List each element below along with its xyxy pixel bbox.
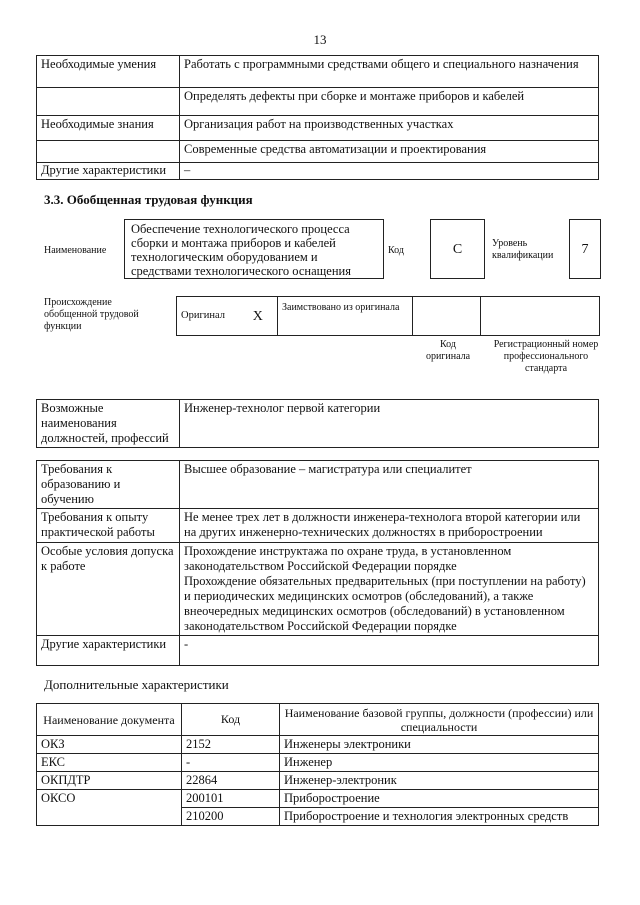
table-row: [37, 736, 599, 754]
group-name: Инженеры электроники: [280, 736, 599, 754]
requirement-value-2: Прохождение обязательных предварительных (при поступлении на работу) и периодических медицинских осмотров (обследований), а также внеочередных медицинских осмотров (обследований) в установленном законодательством Российской Федерации порядке: [184, 574, 586, 633]
doc-name: [37, 808, 182, 826]
level-value: 7: [581, 242, 589, 257]
function-code-label: Код: [388, 245, 404, 256]
requirement-label: Требования к образованию и обучению: [37, 461, 180, 509]
doc-name: ОКЗ: [37, 736, 182, 754]
requirement-label: Особые условия допуска к работе: [37, 543, 180, 636]
group-name: Инженер-электроник: [280, 772, 599, 790]
doc-name: ОКПДТР: [37, 772, 182, 790]
original-mark: X: [239, 297, 278, 336]
original-label: Оригинал: [177, 297, 239, 336]
level-box: [569, 219, 601, 279]
group-name: Инженер: [280, 754, 599, 772]
table-row: [37, 790, 599, 808]
header-doc-name: Наименование документа: [37, 704, 182, 736]
function-code-value: C: [452, 242, 463, 257]
skills-table: [36, 55, 599, 180]
doc-code: 210200: [182, 808, 280, 826]
requirements-table: [36, 460, 599, 666]
function-code-box: [430, 219, 485, 279]
header-group-name: Наименование базовой группы, должности (профессии) или специальности: [280, 704, 599, 736]
table-row: [37, 754, 599, 772]
group-name: Приборостроение: [280, 790, 599, 808]
doc-code: 22864: [182, 772, 280, 790]
doc-name: ЕКС: [37, 754, 182, 772]
table-row: [37, 808, 599, 826]
skills-item: Определять дефекты при сборке и монтаже приборов и кабелей: [180, 88, 599, 116]
requirement-value: Не менее трех лет в должности инженера-технолога второй категории или на других инженерно-технических должностях в приборостроении: [180, 509, 599, 543]
requirement-label: Другие характеристики: [37, 636, 180, 666]
code-original-caption: Код оригинала: [425, 339, 471, 362]
function-name-label: Наименование: [44, 245, 107, 256]
doc-code: -: [182, 754, 280, 772]
section-title: 3.3. Обобщенная трудовая функция: [44, 192, 253, 207]
knowledge-label: Необходимые знания: [37, 116, 180, 141]
header-code: Код: [182, 704, 280, 736]
knowledge-item: Современные средства автоматизации и проектирования: [180, 141, 599, 163]
borrowed-label: Заимствовано из оригинала: [278, 297, 413, 336]
additional-title: Дополнительные характеристики: [44, 677, 229, 692]
table-row: [37, 772, 599, 790]
function-name-value: Обеспечение технологического процесса сборки и монтажа приборов и кабелей технологическим оборудованием и средствами технологического оснащения: [131, 222, 351, 278]
requirement-value: Высшее образование – магистратура или специалитет: [180, 461, 599, 509]
requirement-value: -: [180, 636, 599, 666]
page-number: 13: [313, 32, 327, 47]
skills-item: Работать с программными средствами общего и специального назначения: [180, 56, 599, 88]
origin-table: [176, 296, 600, 336]
knowledge-item: Организация работ на производственных участках: [180, 116, 599, 141]
additional-table: [36, 703, 599, 826]
doc-name: ОКСО: [37, 790, 182, 808]
group-name: Приборостроение и технология электронных средств: [280, 808, 599, 826]
skills-label: Необходимые умения: [37, 56, 180, 88]
requirement-value: Прохождение инструктажа по охране труда, в установленном законодательством Российской Федерации порядке: [184, 544, 512, 573]
other-label: Другие характеристики: [37, 163, 180, 180]
level-label: Уровень квалификации: [492, 238, 554, 261]
positions-label: Возможные наименования должностей, профессий: [37, 400, 180, 448]
positions-value: Инженер-технолог первой категории: [180, 400, 599, 448]
origin-label: Происхождение обобщенной трудовой функции: [44, 297, 139, 332]
reg-number-caption: Регистрационный номер профессионального стандарта: [493, 339, 599, 374]
function-name-box: [124, 219, 384, 279]
doc-code: 200101: [182, 790, 280, 808]
positions-table: [36, 399, 599, 448]
other-value: –: [180, 163, 599, 180]
doc-code: 2152: [182, 736, 280, 754]
requirement-label: Требования к опыту практической работы: [37, 509, 180, 543]
